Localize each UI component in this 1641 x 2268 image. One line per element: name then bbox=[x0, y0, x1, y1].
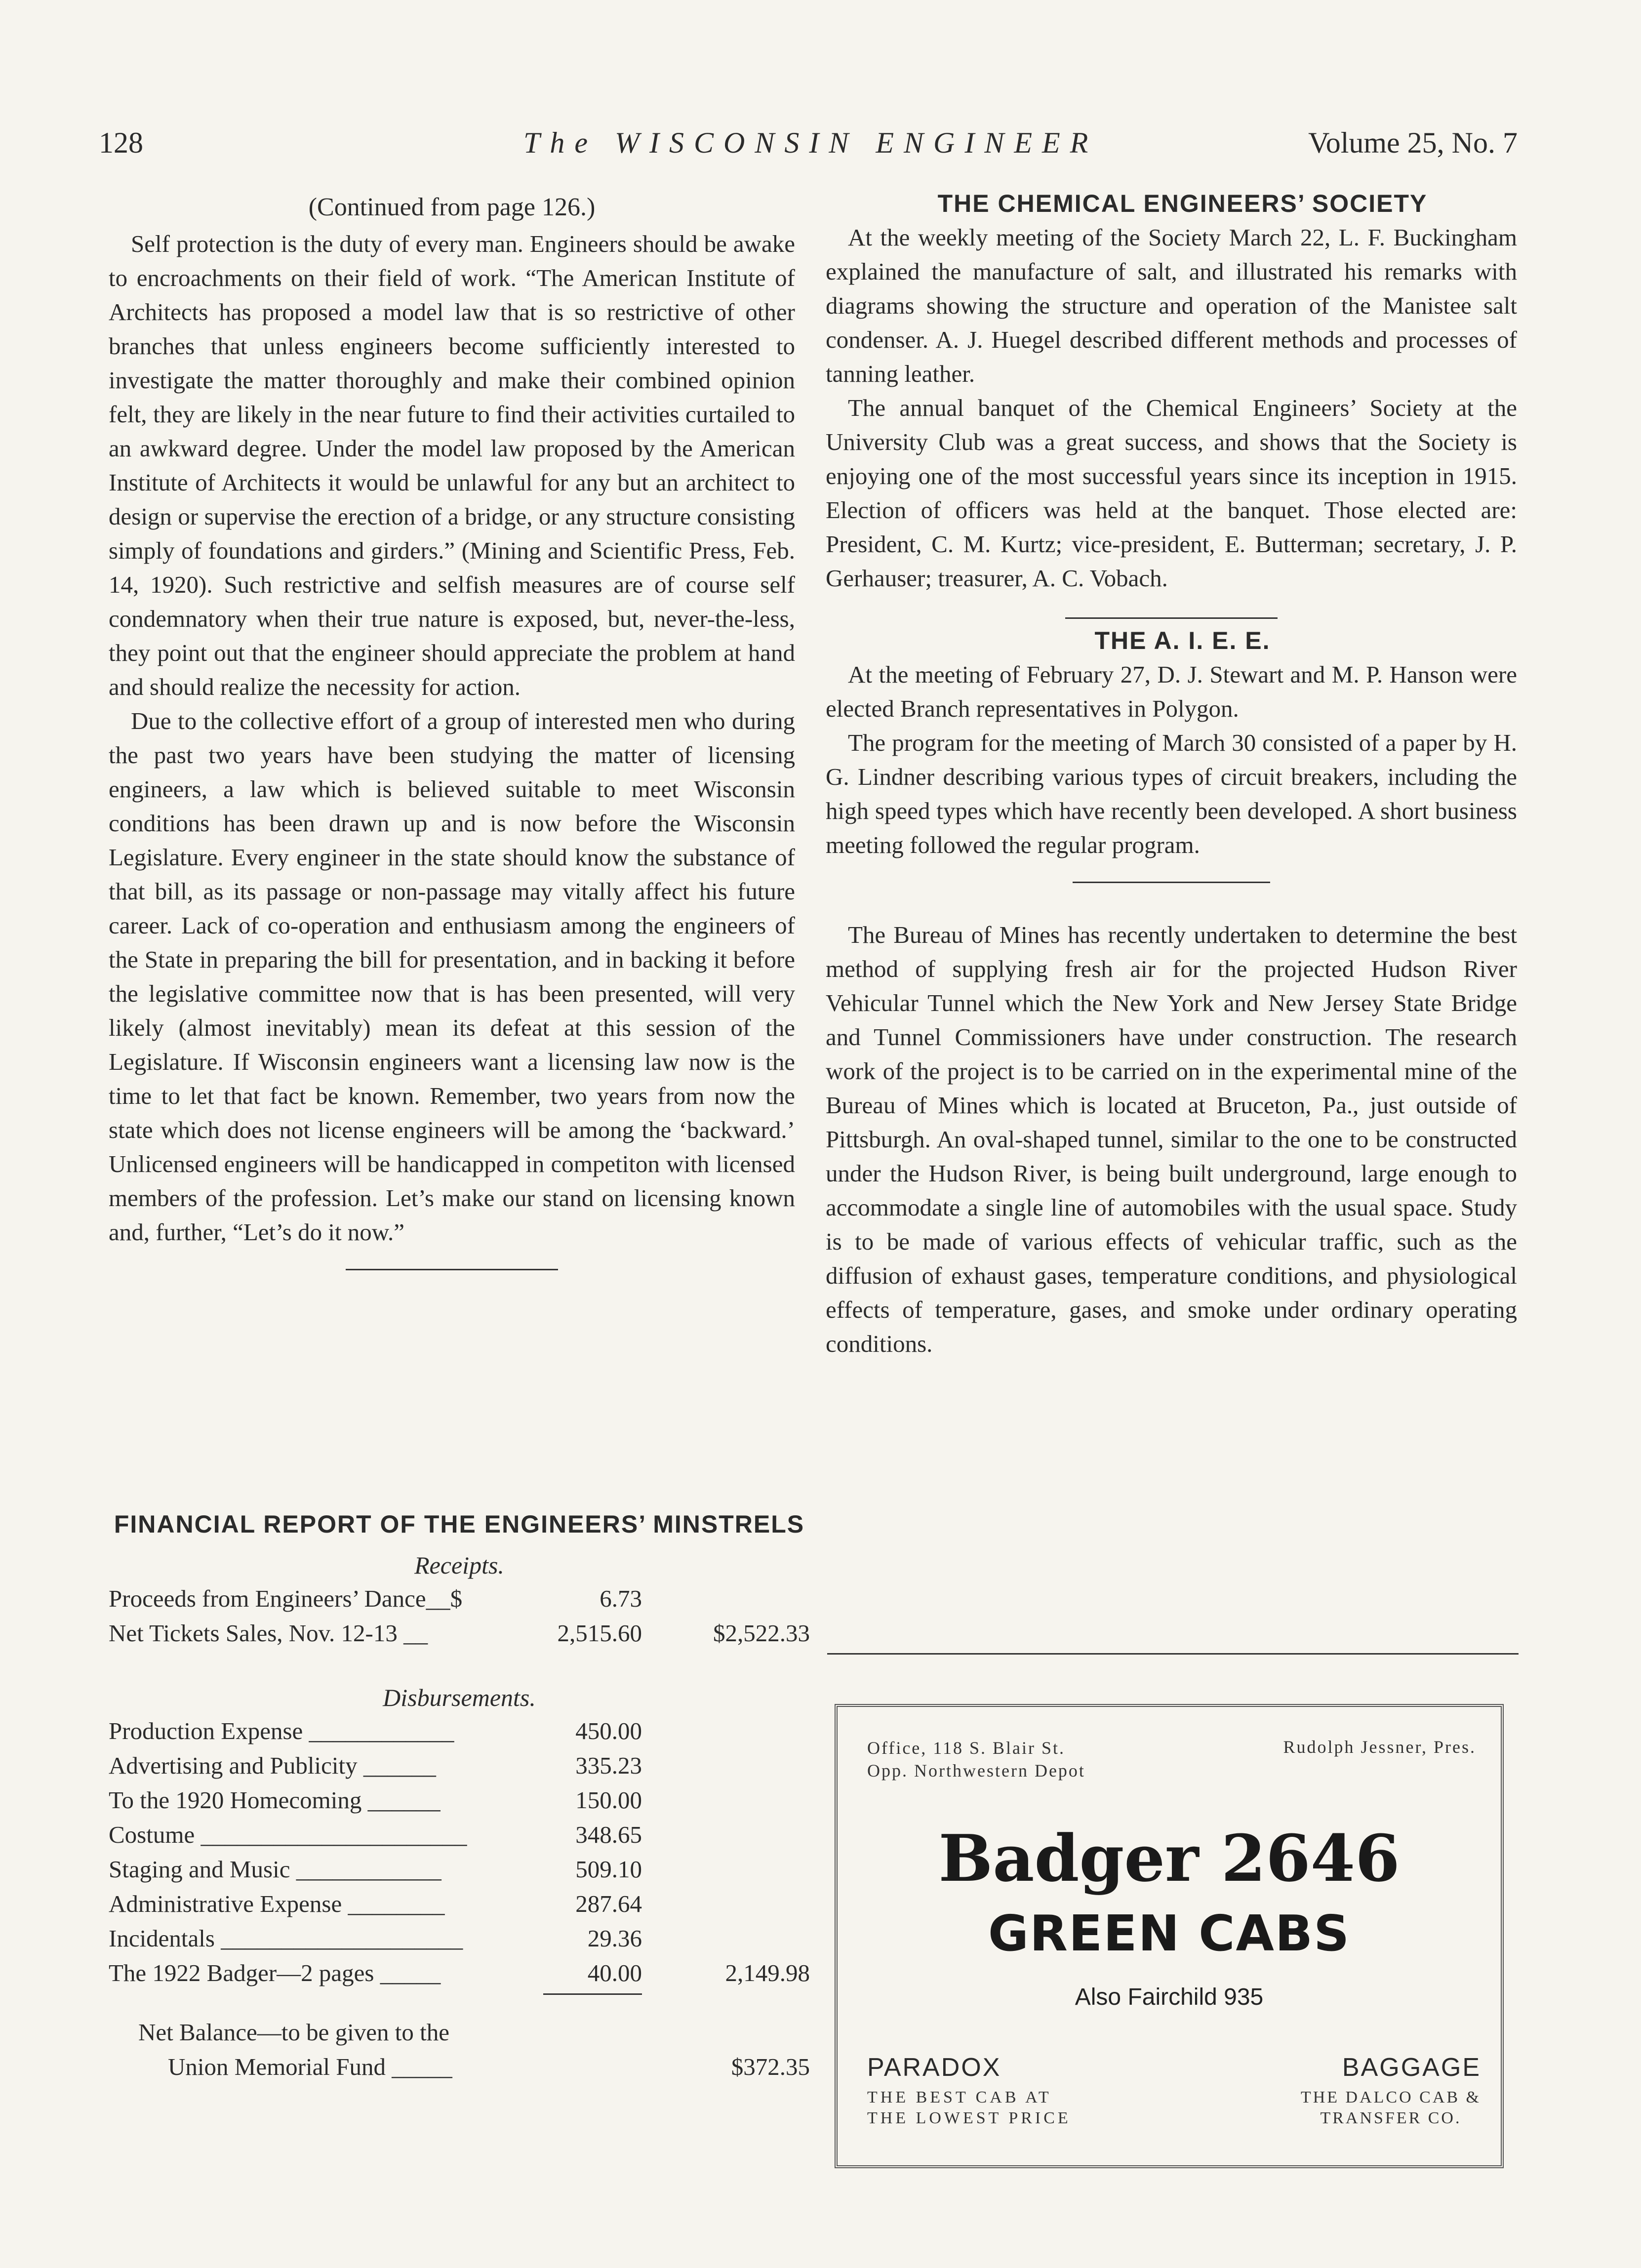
ad-company-name: GREEN CABS bbox=[988, 1904, 1351, 1962]
journal-title: The WISCONSIN ENGINEER bbox=[523, 126, 1098, 159]
sum-rule bbox=[109, 1993, 810, 2008]
section-divider bbox=[1073, 882, 1270, 883]
aiee-heading: THE A. I. E. E. bbox=[1094, 627, 1271, 654]
report-row-label: Staging and Music ____________ bbox=[109, 1856, 441, 1883]
left-column bbox=[109, 190, 795, 1290]
report-row-amount: 40.00 bbox=[587, 1959, 642, 1986]
ad-president: Rudolph Jessner, Pres. bbox=[1283, 1737, 1476, 1757]
report-row bbox=[109, 1619, 810, 1654]
chem-paragraph-2: The annual banquet of the Chemical Engineers’ Society at the University Club was a great success, and shows that the Society is enjoying one of the most successful years since its inception in 1915. Election of officers was held at the banquet. Those elected are: President, C. M. Kurtz; vice-president, E. Butterman; secretary, J. P. Gerhauser; treasurer, A. C. Vobach. bbox=[826, 394, 1517, 592]
licensing-paragraph-1: Self protection is the duty of every man. Engineers should be awake to encroachments on their field of work. “The American Institute of Architects has proposed a model law that is so restrictive of other branches that unless engineers become sufficiently interested to investigate the matter thoroughly and make their combined opinion felt, they are likely in the near future to find their activities curtailed to an awkward degree. Under the model law proposed by the American Institute of Architects it would be unlawful for any but an architect to design or supervise the erection of a bridge, or any structure consisting simply of foundations and girders.” (Mining and Scientific Press, Feb. 14, 1920). Such restrictive and selfish measures are of course self condemnatory when their true nature is exposed, but, never-the-less, they point out that the engineer should appreciate the problem at hand and should realize the necessity for action. bbox=[109, 230, 795, 700]
report-row-label: Production Expense ____________ bbox=[109, 1717, 454, 1744]
aiee-paragraph-2: The program for the meeting of March 30 consisted of a paper by H. G. Lindner describing various types of circuit breakers, including the high speed types which have recently been developed. A short business meeting followed the regular program. bbox=[826, 729, 1517, 858]
ad-phone-alt: Also Fairchild 935 bbox=[1075, 1984, 1264, 2010]
report-row bbox=[109, 1751, 810, 1786]
licensing-paragraph-2: Due to the collective effort of a group of interested men who during the past two years have been studying the matter of licensing engineers, a law which is believed suitable to meet Wisconsin conditions has been drawn up and is now before the Wisconsin Legislature. Every engineer in the state should know the substance of that bill, as its passage or non-passage may vitally affect his future career. Lack of co-operation and enthusiasm among the engineers of the State in preparing the bill for presentation, and in backing it before the legislative committee now that is has been presented, will very likely (almost inevitably) mean its defeat at this session of the Legislature. If Wisconsin engineers want a licensing law now is the time to let that fact be known. Remember, two years from now the state which does not license engineers will be among the ‘backward.’ Unlicensed engineers will be handicapped in competiton with licensed members of the profession. Let’s make our stand on licensing known and, further, “Let’s do it now.” bbox=[109, 707, 795, 1246]
right-column bbox=[826, 187, 1517, 1361]
aiee-paragraph-1: At the meeting of February 27, D. J. Stewart and M. P. Hanson were elected Branch representatives in Polygon. bbox=[826, 661, 1517, 722]
chem-society-heading: THE CHEMICAL ENGINEERS’ SOCIETY bbox=[937, 190, 1428, 217]
report-row-amount: 348.65 bbox=[575, 1821, 642, 1848]
volume-label: Volume 25, No. 7 bbox=[1308, 126, 1518, 159]
section-divider bbox=[346, 1269, 558, 1270]
report-row bbox=[109, 1890, 810, 1924]
report-row bbox=[109, 1821, 810, 1855]
net-balance-row bbox=[109, 2018, 810, 2053]
ad-office-line-2: Opp. Northwestern Depot bbox=[867, 1761, 1085, 1781]
ad-paradox-tag-2: THE LOWEST PRICE bbox=[867, 2109, 1071, 2127]
report-row-total: 2,149.98 bbox=[725, 1959, 810, 1986]
column-end-rule bbox=[827, 1653, 1519, 1655]
report-row-total: $2,522.33 bbox=[713, 1620, 810, 1647]
report-row-label: The 1922 Badger—2 pages _____ bbox=[109, 1959, 441, 1986]
financial-report bbox=[109, 1506, 810, 2087]
report-row-amount: 287.64 bbox=[575, 1890, 642, 1917]
ad-baggage-tagline bbox=[1301, 2087, 1481, 2129]
ad-office-address bbox=[867, 1737, 1085, 1782]
ad-paradox-tagline bbox=[867, 2087, 1071, 2129]
report-row bbox=[109, 1855, 810, 1890]
report-row-label: Net Tickets Sales, Nov. 12-13 __ bbox=[109, 1620, 428, 1647]
net-balance-row-2 bbox=[109, 2053, 810, 2087]
report-row-label: Administrative Expense ________ bbox=[109, 1890, 445, 1917]
report-row bbox=[109, 1959, 810, 1993]
report-row bbox=[109, 1717, 810, 1751]
report-row-amount: 335.23 bbox=[575, 1752, 642, 1779]
green-cabs-advertisement bbox=[835, 1704, 1504, 2168]
report-row-amount: 509.10 bbox=[575, 1856, 642, 1883]
report-row-label: Advertising and Publicity ______ bbox=[109, 1752, 436, 1779]
report-row-label: Costume ______________________ bbox=[109, 1821, 467, 1848]
ad-phone-main: Badger 2646 bbox=[938, 1821, 1400, 1896]
disbursements-table bbox=[109, 1717, 810, 1993]
disbursements-heading: Disbursements. bbox=[383, 1684, 536, 1711]
receipts-heading: Receipts. bbox=[414, 1551, 504, 1579]
net-balance-total: $372.35 bbox=[731, 2053, 810, 2080]
report-row bbox=[109, 1584, 810, 1619]
report-row bbox=[109, 1924, 810, 1959]
ad-paradox-tag-1: THE BEST CAB AT bbox=[867, 2088, 1052, 2106]
net-balance-fund: Union Memorial Fund _____ bbox=[168, 2053, 452, 2080]
receipts-table bbox=[109, 1584, 810, 1654]
report-row-label: Proceeds from Engineers’ Dance__$ bbox=[109, 1585, 463, 1612]
ad-paradox: PARADOX bbox=[867, 2053, 1001, 2082]
bureau-of-mines-paragraph: The Bureau of Mines has recently undertaken to determine the best method of supplying fresh air for the projected Hudson River Vehicular Tunnel which the New York and New Jersey State Bridge and Tunnel Commissioners have under construction. The research work of the project is to be carried on in the experimental mine of the Bureau of Mines which is located at Bruceton, Pa., just outside of Pittsburgh. An oval-shaped tunnel, similar to the one to be constructed under the Hudson River, is being built underground, large enough to accommodate a single line of automobiles with the usual space. Study is to be made of various effects of vehicular traffic, such as the diffusion of exhaust gases, temperature conditions, and physiological effects of temperature, gases, and smoke under ordinary operating conditions. bbox=[826, 921, 1517, 1357]
ad-baggage-tag-2: TRANSFER CO. bbox=[1320, 2109, 1462, 2127]
ad-baggage-tag-1: THE DALCO CAB & bbox=[1300, 2088, 1481, 2106]
report-row-amount: 6.73 bbox=[600, 1585, 642, 1612]
report-row-label: To the 1920 Homecoming ______ bbox=[109, 1786, 440, 1814]
page-number: 128 bbox=[99, 126, 143, 159]
chem-paragraph-1: At the weekly meeting of the Society March 22, L. F. Buckingham explained the manufacture of salt, and illustrated his remarks with diagrams showing the structure and operation of the Manistee salt condenser. A. J. Huegel described different methods and processes of tanning leather. bbox=[826, 224, 1517, 387]
report-row-amount: 29.36 bbox=[587, 1925, 642, 1952]
financial-report-title: FINANCIAL REPORT OF THE ENGINEERS’ MINSTRELS bbox=[114, 1510, 805, 1538]
continued-note: (Continued from page 126.) bbox=[308, 193, 596, 221]
net-balance-label: Net Balance—to be given to the bbox=[138, 2019, 449, 2046]
report-row-amount: 450.00 bbox=[575, 1717, 642, 1744]
report-row-amount: 150.00 bbox=[575, 1786, 642, 1814]
ad-baggage: BAGGAGE bbox=[1342, 2053, 1481, 2082]
section-divider bbox=[1065, 617, 1278, 619]
report-row-amount: 2,515.60 bbox=[557, 1620, 642, 1647]
ad-office-line-1: Office, 118 S. Blair St. bbox=[867, 1738, 1065, 1758]
report-row bbox=[109, 1786, 810, 1821]
report-row-label: Incidentals ____________________ bbox=[109, 1925, 463, 1952]
page-header bbox=[0, 116, 1641, 161]
